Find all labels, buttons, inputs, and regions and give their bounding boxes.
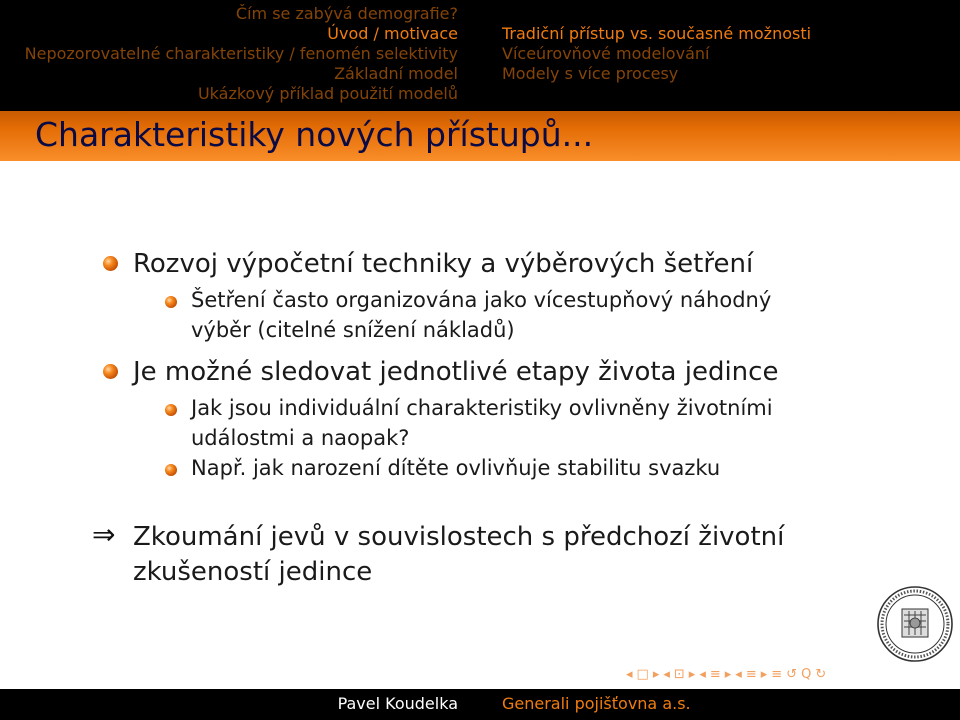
nav-link-nepozorovatelne[interactable]: Nepozorovatelné charakteristiky / fenomén selektivity [24,44,458,63]
sub-item-2-1-line1: Jak jsou individuální charakteristiky ovlivněny životními [191,396,773,420]
nav-left-section [0,0,480,111]
nav-forward-icon[interactable]: ↻ [815,667,827,682]
nav-back-icon[interactable]: ↺ [786,667,798,682]
nav-next-subsection-icon[interactable]: ▸ [724,667,732,682]
nav-next-section-icon[interactable]: ▸ [760,667,768,682]
footer-author: Pavel Koudelka [337,694,458,713]
nav-link-ukazkovy-priklad[interactable]: Ukázkový příklad použití modelů [197,84,458,103]
conclusion-line1: Zkoumání jevů v souvislostech s předchozí životní [133,522,785,552]
nav-prev-section-icon[interactable]: ◂ [735,667,742,682]
footer-institution: Generali pojišťovna a.s. [502,694,691,713]
nav-search-icon[interactable]: Q [801,667,812,682]
nav-link-uvod[interactable]: Úvod / motivace [327,24,458,43]
nav-next-frame-icon[interactable]: ▸ [688,667,696,682]
beamer-navigation [626,667,826,685]
nav-link-vice-procesy[interactable]: Modely s více procesy [502,64,679,83]
frame-title: Charakteristiky nových přístupů... [35,115,594,154]
bullet-item-2: Je možné sledovat jednotlivé etapy života jedince [133,357,779,387]
orange-ball-icon [165,404,177,416]
sub-item-1-1-line2: výběr (citelné snížení nákladů) [191,318,515,342]
nav-subsection-icon[interactable]: ≡ [709,667,721,682]
double-arrow-icon: ⇒ [92,518,116,551]
conclusion-line2: zkušeností jedince [133,557,373,587]
top-navigation-bar [0,0,960,111]
nav-section-icon[interactable]: ≡ [745,667,757,682]
sub-item-2-1-line2: událostmi a naopak? [191,426,410,450]
nav-prev-slide-icon[interactable]: ◂ [626,667,633,682]
nav-link-zakladni-model[interactable]: Základní model [334,64,458,83]
nav-slide-icon[interactable]: □ [636,667,649,682]
nav-link-viceurovnove[interactable]: Víceúrovňové modelování [502,44,710,63]
orange-ball-icon [165,296,177,308]
sub-item-2-2: Např. jak narození dítěte ovlivňuje stabilitu svazku [191,456,721,480]
orange-ball-icon [103,364,118,379]
nav-prev-frame-icon[interactable]: ◂ [663,667,670,682]
nav-link-demografie[interactable]: Čím se zabývá demografie? [235,4,458,23]
nav-next-slide-icon[interactable]: ▸ [652,667,660,682]
footer-bar [0,689,960,720]
footer-right [480,689,960,720]
nav-link-tradicni-pristup[interactable]: Tradiční přístup vs. současné možnosti [502,24,812,43]
nav-frame-icon[interactable]: ⊡ [673,667,685,682]
nav-prev-subsection-icon[interactable]: ◂ [699,667,706,682]
sub-item-1-1-line1: Šetření často organizována jako vícestupňový náhodný [191,288,772,312]
footer-left [0,689,480,720]
nav-right-section [480,0,960,111]
bullet-item-1: Rozvoj výpočetní techniky a výběrových šetření [133,249,754,279]
orange-ball-icon [165,464,177,476]
nav-toc-icon[interactable]: ≡ [771,667,783,682]
orange-ball-icon [103,256,118,271]
university-seal-icon [876,585,954,663]
